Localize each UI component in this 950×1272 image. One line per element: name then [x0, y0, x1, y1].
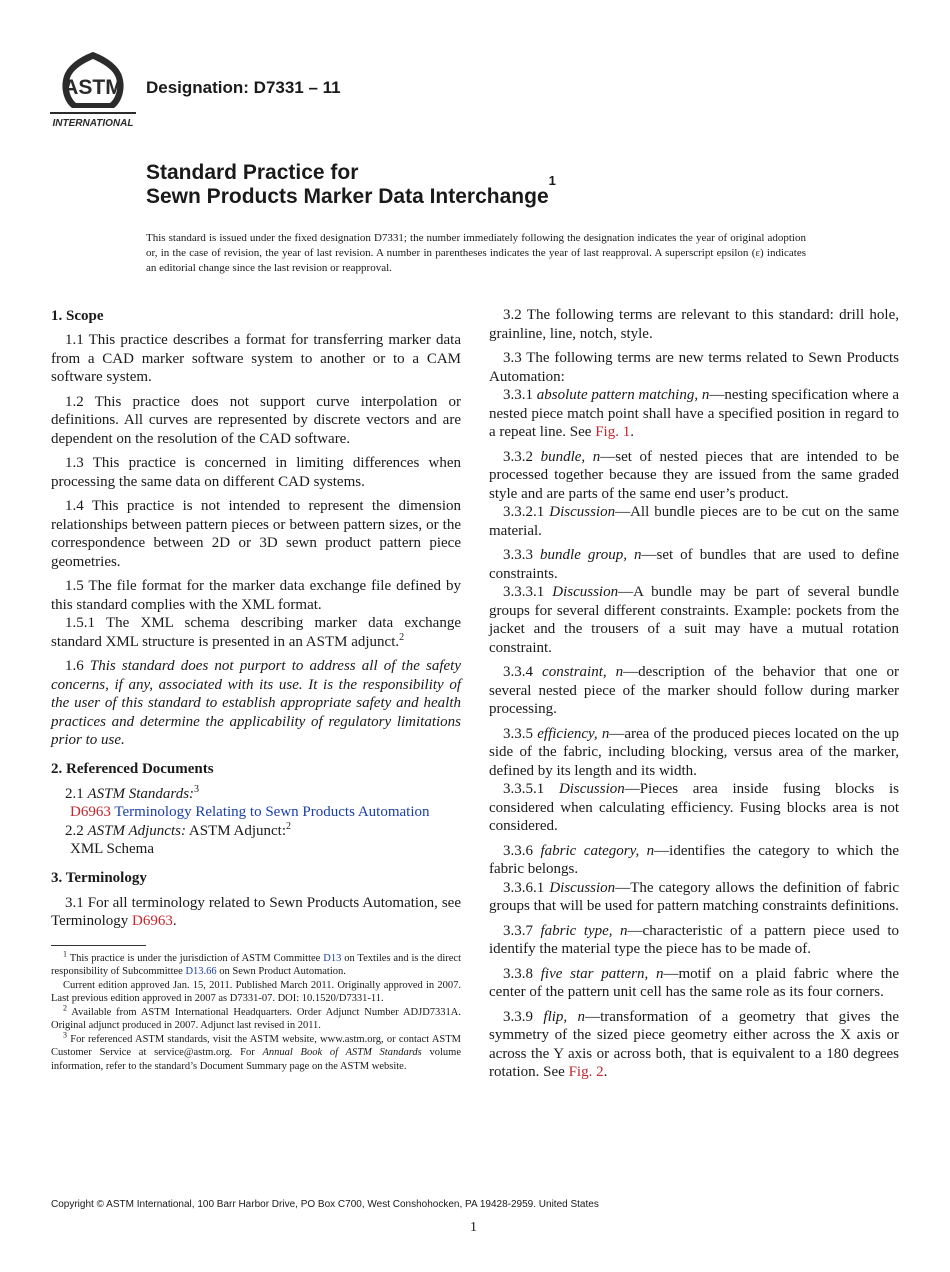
para-2-2: 2.2 ASTM Adjuncts: ASTM Adjunct:$^2$: [65, 820, 291, 839]
footnote-3: $^3$ For referenced ASTM standards, visit the ASTM website, www.astm.org, or contact ASTM Customer Service at service@astm.org. For Annual Book of ASTM Standards volume information, refer to the standard’s Document Summary page on the ASTM website.: [51, 1030, 461, 1072]
footnote-2: $^2$ Available from ASTM International Headquarters. Order Adjunct Number ADJD7331A. Original adjunct produced in 2007. Adjunct last revised in 2011.: [51, 1003, 461, 1031]
footnote-divider: [51, 945, 146, 946]
term-3-3-5: 3.3.5 efficiency, n—area of the produced pieces located on the up side of the fabric, including blocking, versus area of the marker, defined by its length and its width.: [489, 725, 899, 779]
para-1-5: 1.5 The file format for the marker data exchange file defined by this standard complies with the XML format.: [51, 578, 461, 613]
term-3-3-3: 3.3.3 bundle group, n—set of bundles that are used to define constraints.: [489, 547, 900, 582]
xml-schema: XML Schema: [70, 841, 155, 857]
issuance-notice: This standard is issued under the fixed designation D7331; the number immediately following the designation indicates the year of original adoption or, in the case of revision, the year of last revision. A number in parentheses indicates the year of last reapproval. A superscript epsilon (ε) indicates an editorial change since the last revision or reapproval.: [146, 232, 806, 274]
left-column: [51, 306, 461, 1073]
para-1-4: 1.4 This practice is not intended to represent the dimension relationships between pattern pieces or between pattern sizes, or the correspondence between 2D or 3D sewn product pattern piece geometries.: [51, 498, 461, 570]
section-heading-terminology: 3. Terminology: [51, 869, 147, 886]
para-1-1: 1.1 This practice describes a format for transferring marker data from a CAD marker software system to another or to a CAM software system.: [51, 332, 461, 385]
term-3-3-7: 3.3.7 fabric type, n—characteristic of a pattern piece used to identify the material type the piece has to be made of.: [489, 922, 900, 957]
footnote-1: $^1$ This practice is under the jurisdiction of ASTM Committee D13 on Textiles and is the direct responsibility of Subcommittee D13.66 on Sewn Product Automation.: [51, 949, 461, 977]
astm-logo: [50, 50, 136, 130]
para-1-2: 1.2 This practice does not support curve interpolation or definitions. All curves are represented by discrete vectors and are dependent on the resolution of the CAD software.: [51, 393, 461, 447]
d6963-link[interactable]: D6963: [132, 913, 173, 929]
svg-text:ASTM: ASTM: [63, 76, 123, 99]
d13-66-link[interactable]: D13.66: [185, 966, 217, 977]
para-1-5-1: 1.5.1 The XML schema describing marker data exchange standard XML structure is presented in an ASTM adjunct.$^2$: [51, 615, 461, 650]
reference-d6963[interactable]: [51, 803, 461, 822]
right-column: [489, 306, 899, 1088]
fig-1-link[interactable]: Fig. 1: [595, 424, 631, 440]
term-3-3-1: 3.3.1 absolute pattern matching, n—nesting specification where a nested piece match point shall have a specified position in regard to a repeat line. See Fig. 1.: [489, 387, 900, 440]
footnotes: [51, 949, 461, 1074]
term-3-3-8: 3.3.8 five star pattern, n—motif on a plaid fabric where the center of the pattern unit cell has the same role as its four corners.: [489, 965, 900, 1000]
section-heading-scope: 1. Scope: [51, 308, 104, 324]
para-3-1: 3.1 For all terminology related to Sewn Products Automation, see Terminology D6963.: [51, 894, 461, 929]
title-line-1: Standard Practice for: [146, 161, 359, 184]
footnote-1-edition: Current edition approved Jan. 15, 2011. Published March 2011. Originally approved in 2007. Last previous edition approved in 2007 as D7331-07. DOI: 10.1520/D7331-11.: [51, 979, 461, 1004]
title-footnote-ref: 1: [548, 173, 556, 188]
d13-link[interactable]: D13: [323, 952, 342, 964]
term-3-3-2-1: 3.3.2.1 Discussion—All bundle pieces are to be cut on the same material.: [489, 504, 900, 539]
para-2-1: 2.1 ASTM Standards:$^3$: [65, 783, 200, 802]
term-3-3-3-1: 3.3.3.1 Discussion—A bundle may be part of several bundle groups for several different constraints. Example: pockets from the jacket and the trousers of a suit may have a mutual rotation constraint.: [489, 584, 899, 656]
title-line-2: Sewn Products Marker Data Interchange$^1$: [146, 173, 556, 208]
document-title: [146, 161, 556, 209]
svg-text:INTERNATIONAL: INTERNATIONAL: [52, 118, 134, 129]
term-3-3-2: 3.3.2 bundle, n—set of nested pieces that are intended to be processed together because they are issued from the same graded style and are parts of the same end user’s product.: [489, 448, 900, 502]
d6963-title-link[interactable]: Terminology Relating to Sewn Products Automation: [114, 804, 430, 820]
fig-2-link[interactable]: Fig. 2: [568, 1064, 604, 1080]
section-heading-referenced-documents: 2. Referenced Documents: [51, 760, 214, 777]
para-3-2: 3.2 The following terms are relevant to this standard: drill hole, grainline, line, notch, style.: [489, 307, 899, 342]
copyright-notice: Copyright © ASTM International, 100 Barr Harbor Drive, PO Box C700, West Conshohocken, PA 19428-2959. United States: [51, 1199, 599, 1210]
para-1-6: 1.6 This standard does not purport to address all of the safety concerns, if any, associated with its use. It is the responsibility of the user of this standard to establish appropriate safety and health practices and determine the applicability of regulatory limitations prior to use.: [51, 658, 462, 748]
term-3-3-5-1: 3.3.5.1 Discussion—Pieces area inside fusing blocks is considered when calculating efficiency. Fusing blocks area is not considered.: [489, 781, 899, 834]
page-number: 1: [470, 1220, 477, 1235]
term-3-3-9: 3.3.9 flip, n—transformation of a geometry that gives the symmetry of the sized piece geometry either across the X axis or across the Y axis or across both, that is equivalent to a 180 degrees rotation. See Fig. 2.: [489, 1008, 900, 1080]
term-3-3-6: 3.3.6 fabric category, n—identifies the category to which the fabric belongs.: [489, 842, 899, 877]
d6963-code-link[interactable]: D6963: [70, 804, 111, 820]
para-3-3: 3.3 The following terms are new terms related to Sewn Products Automation:: [489, 350, 899, 385]
designation: Designation: D7331 – 11: [146, 78, 341, 97]
para-1-3: 1.3 This practice is concerned in limiting differences when processing the same data on different CAD systems.: [51, 455, 461, 490]
astm-logo-icon: [50, 50, 136, 130]
term-3-3-4: 3.3.4 constraint, n—description of the behavior that one or several nested piece of the marker should follow during marker processing.: [489, 664, 899, 717]
term-3-3-6-1: 3.3.6.1 Discussion—The category allows the definition of fabric groups that will be used for pattern matching constraints definitions.: [489, 879, 899, 914]
